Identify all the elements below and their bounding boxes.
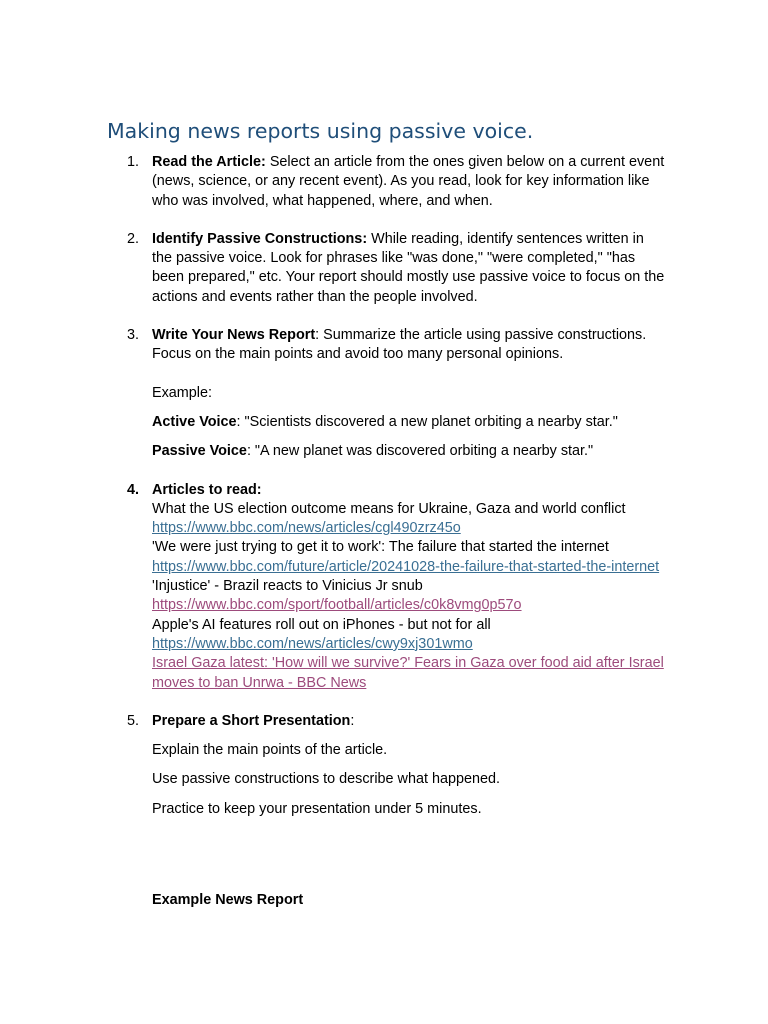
article-headline: Apple's AI features roll out on iPhones - but not for all: [152, 616, 491, 633]
list-item-read-article: [107, 153, 667, 211]
step-number: 4.: [127, 481, 140, 498]
list-item-identify-passive: [107, 230, 667, 307]
active-voice-label: Active Voice: [152, 413, 237, 430]
active-voice-text: : "Scientists discovered a new planet orbiting a nearby star.": [236, 413, 618, 430]
active-voice-example: [152, 413, 667, 432]
article-link[interactable]: https://www.bbc.com/sport/football/articles/c0k8vmg0p57o: [152, 597, 522, 614]
step-number: 5.: [127, 712, 140, 729]
example-label: Example:: [152, 384, 212, 401]
presentation-point: Practice to keep your presentation under 5 minutes.: [152, 800, 482, 817]
presentation-point: Use passive constructions to describe what happened.: [152, 771, 500, 788]
list-item-write-report: [107, 326, 667, 461]
article-headline: 'Injustice' - Brazil reacts to Vinicius Jr snub: [152, 578, 423, 595]
step-heading: Articles to read:: [152, 481, 262, 498]
article-link[interactable]: https://www.bbc.com/news/articles/cwy9xj301wmo: [152, 635, 473, 652]
step-heading-suffix: :: [350, 712, 355, 729]
article-link[interactable]: https://www.bbc.com/future/article/20241028-the-failure-that-started-the-internet: [152, 558, 660, 575]
list-item-presentation: [107, 712, 667, 819]
document-title: Making news reports using passive voice.: [107, 119, 534, 143]
instructions-list: [107, 153, 667, 838]
step-heading: Prepare a Short Presentation: [152, 712, 351, 729]
step-number: 1.: [127, 154, 140, 170]
list-item-articles: [107, 481, 667, 693]
step-heading: Read the Article:: [152, 154, 266, 170]
step-heading: Write Your News Report: [152, 327, 316, 344]
step-text: While reading, identify sentences written in the passive voice. Look for phrases like "was done," "were completed," "has been prepared," etc. Your report should mostly use passive voice to focus on the actions and events rather than the people involved.: [152, 230, 665, 305]
step-text: : Summarize the article using passive constructions. Focus on the main points and avoid too many personal opinions.: [152, 327, 647, 363]
step-heading: Identify Passive Constructions:: [152, 230, 368, 247]
passive-voice-example: [152, 442, 667, 461]
israel-gaza-link[interactable]: Israel Gaza latest: 'How will we survive?' Fears in Gaza over food aid after Israel moves to ban Unrwa - BBC News: [152, 655, 664, 691]
passive-voice-label: Passive Voice: [152, 443, 247, 460]
passive-voice-text: : "A new planet was discovered orbiting a nearby star.": [246, 443, 594, 460]
article-link[interactable]: https://www.bbc.com/news/articles/cgl490zrz45o: [152, 520, 461, 537]
example-news-report-heading: Example News Report: [152, 892, 304, 908]
article-headline: What the US election outcome means for Ukraine, Gaza and world conflict: [152, 500, 626, 517]
step-text: Select an article from the ones given below on a current event (news, science, or any recent event). As you read, look for key information like who was involved, what happened, where, and when.: [152, 154, 665, 209]
step-number: 2.: [127, 230, 140, 247]
article-headline: 'We were just trying to get it to work': The failure that started the internet: [152, 539, 609, 556]
presentation-point: Explain the main points of the article.: [152, 742, 388, 759]
step-number: 3.: [127, 327, 140, 344]
